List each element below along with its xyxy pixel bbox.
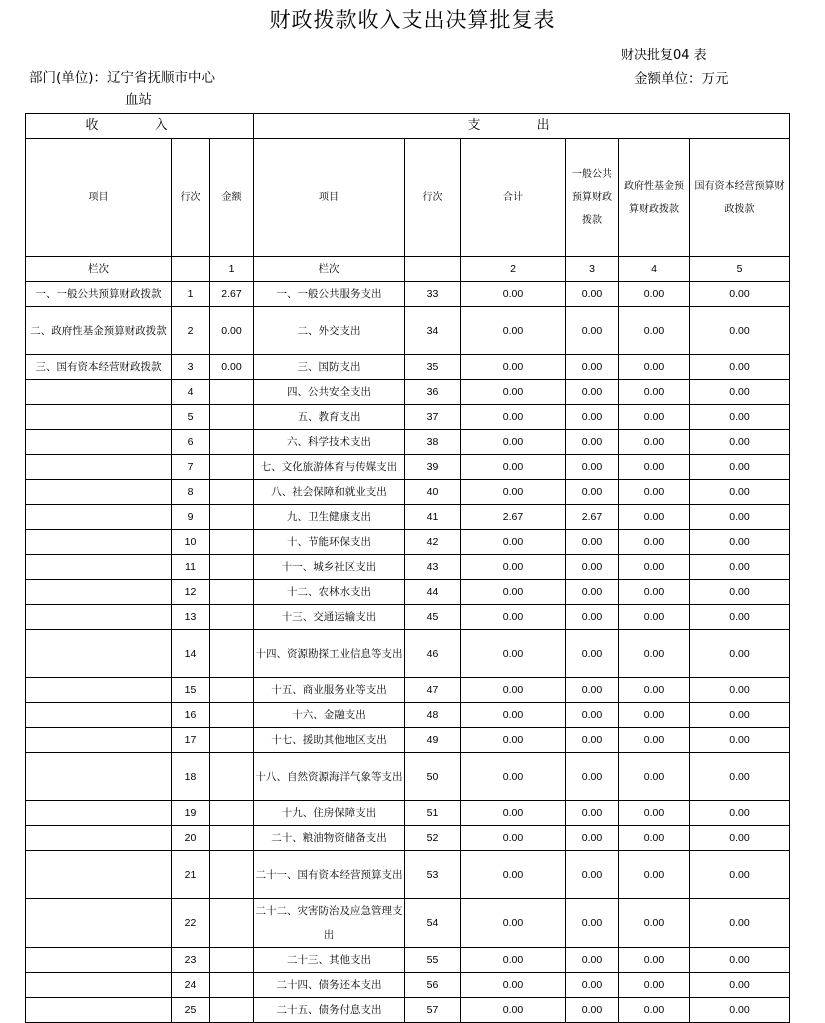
table-row <box>26 801 790 826</box>
income-item-cell: 一、一般公共预算财政拨款 <box>26 282 172 307</box>
income-line-cell: 5 <box>172 405 210 430</box>
income-line-cell: 20 <box>172 826 210 851</box>
total-cell: 0.00 <box>461 430 566 455</box>
table-row <box>26 973 790 998</box>
table-row <box>26 580 790 605</box>
expense-item-cell: 十八、自然资源海洋气象等支出 <box>254 753 405 801</box>
state-capital-cell: 0.00 <box>690 630 790 678</box>
table-row <box>26 826 790 851</box>
expense-item-cell: 三、国防支出 <box>254 355 405 380</box>
table-row <box>26 948 790 973</box>
gov-fund-cell: 0.00 <box>619 851 690 899</box>
income-line-cell: 21 <box>172 851 210 899</box>
state-capital-cell: 0.00 <box>690 998 790 1023</box>
income-amount-cell: 2.67 <box>210 282 254 307</box>
income-amount-cell <box>210 801 254 826</box>
expense-item-cell: 二十一、国有资本经营预算支出 <box>254 851 405 899</box>
expense-item-cell: 二十四、债务还本支出 <box>254 973 405 998</box>
expense-item-cell: 二十、粮油物资储备支出 <box>254 826 405 851</box>
table-row <box>26 728 790 753</box>
expense-line-cell: 54 <box>405 899 461 948</box>
table-row <box>26 505 790 530</box>
table-row <box>26 998 790 1023</box>
document-number: 财决批复04 表 <box>621 48 707 63</box>
expense-line-cell: 49 <box>405 728 461 753</box>
income-line-cell: 22 <box>172 899 210 948</box>
expense-line-cell: 39 <box>405 455 461 480</box>
general-budget-cell: 0.00 <box>566 998 619 1023</box>
budget-table <box>25 113 790 1023</box>
expense-line-cell: 41 <box>405 505 461 530</box>
state-capital-cell: 0.00 <box>690 355 790 380</box>
general-budget-cell: 0.00 <box>566 973 619 998</box>
expense-line-cell: 34 <box>405 307 461 355</box>
expense-section-header: 支 出 <box>254 114 790 139</box>
expense-line-cell: 51 <box>405 801 461 826</box>
col-number-empty-2 <box>405 257 461 282</box>
expense-item-cell: 十三、交通运输支出 <box>254 605 405 630</box>
total-cell: 0.00 <box>461 998 566 1023</box>
amount-unit: 金额单位：万元 <box>634 71 729 87</box>
income-section-header: 收 入 <box>26 114 254 139</box>
income-amount-cell <box>210 851 254 899</box>
gov-fund-cell: 0.00 <box>619 678 690 703</box>
gov-fund-cell: 0.00 <box>619 307 690 355</box>
state-capital-cell: 0.00 <box>690 380 790 405</box>
expense-line-cell: 36 <box>405 380 461 405</box>
income-line-cell: 10 <box>172 530 210 555</box>
state-capital-cell: 0.00 <box>690 580 790 605</box>
gov-fund-cell: 0.00 <box>619 948 690 973</box>
expense-item-cell: 六、科学技术支出 <box>254 430 405 455</box>
income-line-cell: 15 <box>172 678 210 703</box>
income-amount-cell <box>210 455 254 480</box>
department-label <box>29 67 215 111</box>
total-cell: 0.00 <box>461 455 566 480</box>
income-amount-cell <box>210 480 254 505</box>
income-line-cell: 16 <box>172 703 210 728</box>
state-capital-cell: 0.00 <box>690 753 790 801</box>
income-amount-cell <box>210 753 254 801</box>
expense-item-cell: 十、节能环保支出 <box>254 530 405 555</box>
state-capital-cell: 0.00 <box>690 703 790 728</box>
income-line-cell: 18 <box>172 753 210 801</box>
income-amount-cell <box>210 728 254 753</box>
income-item-cell <box>26 405 172 430</box>
income-item-cell <box>26 973 172 998</box>
expense-item-cell: 一、一般公共服务支出 <box>254 282 405 307</box>
income-line-cell: 24 <box>172 973 210 998</box>
total-cell: 0.00 <box>461 380 566 405</box>
gov-fund-cell: 0.00 <box>619 605 690 630</box>
income-item-cell <box>26 480 172 505</box>
gov-fund-cell: 0.00 <box>619 703 690 728</box>
general-budget-cell: 2.67 <box>566 505 619 530</box>
income-line-cell: 9 <box>172 505 210 530</box>
header-income-amount: 金额 <box>210 139 254 257</box>
income-amount-cell: 0.00 <box>210 307 254 355</box>
income-amount-cell <box>210 899 254 948</box>
table-row <box>26 455 790 480</box>
state-capital-cell: 0.00 <box>690 678 790 703</box>
col-number-3: 3 <box>566 257 619 282</box>
total-cell: 0.00 <box>461 728 566 753</box>
expense-item-cell: 五、教育支出 <box>254 405 405 430</box>
total-cell: 0.00 <box>461 678 566 703</box>
state-capital-cell: 0.00 <box>690 480 790 505</box>
general-budget-cell: 0.00 <box>566 899 619 948</box>
column-number-row <box>26 257 790 282</box>
income-line-cell: 8 <box>172 480 210 505</box>
state-capital-cell: 0.00 <box>690 430 790 455</box>
expense-item-cell: 七、文化旅游体育与传媒支出 <box>254 455 405 480</box>
table-row <box>26 703 790 728</box>
income-item-cell: 三、国有资本经营财政拨款 <box>26 355 172 380</box>
general-budget-cell: 0.00 <box>566 430 619 455</box>
table-row <box>26 405 790 430</box>
general-budget-cell: 0.00 <box>566 826 619 851</box>
expense-item-cell: 八、社会保障和就业支出 <box>254 480 405 505</box>
header-general-budget: 一般公共预算财政拨款 <box>566 139 619 257</box>
expense-item-cell: 十一、城乡社区支出 <box>254 555 405 580</box>
gov-fund-cell: 0.00 <box>619 753 690 801</box>
expense-line-cell: 33 <box>405 282 461 307</box>
general-budget-cell: 0.00 <box>566 753 619 801</box>
gov-fund-cell: 0.00 <box>619 728 690 753</box>
table-row <box>26 307 790 355</box>
general-budget-cell: 0.00 <box>566 678 619 703</box>
header-income-line: 行次 <box>172 139 210 257</box>
gov-fund-cell: 0.00 <box>619 455 690 480</box>
income-item-cell: 二、政府性基金预算财政拨款 <box>26 307 172 355</box>
income-item-cell <box>26 605 172 630</box>
income-line-cell: 25 <box>172 998 210 1023</box>
expense-line-cell: 38 <box>405 430 461 455</box>
income-item-cell <box>26 380 172 405</box>
col-label-expense: 栏次 <box>254 257 405 282</box>
income-amount-cell <box>210 948 254 973</box>
income-line-cell: 17 <box>172 728 210 753</box>
income-amount-cell <box>210 998 254 1023</box>
expense-line-cell: 48 <box>405 703 461 728</box>
income-item-cell <box>26 505 172 530</box>
state-capital-cell: 0.00 <box>690 801 790 826</box>
general-budget-cell: 0.00 <box>566 455 619 480</box>
expense-item-cell: 四、公共安全支出 <box>254 380 405 405</box>
table-row <box>26 282 790 307</box>
table-row <box>26 530 790 555</box>
income-item-cell <box>26 580 172 605</box>
expense-line-cell: 53 <box>405 851 461 899</box>
income-line-cell: 7 <box>172 455 210 480</box>
header-expense-line: 行次 <box>405 139 461 257</box>
income-item-cell <box>26 530 172 555</box>
total-cell: 0.00 <box>461 973 566 998</box>
total-cell: 0.00 <box>461 555 566 580</box>
gov-fund-cell: 0.00 <box>619 505 690 530</box>
state-capital-cell: 0.00 <box>690 826 790 851</box>
expense-line-cell: 40 <box>405 480 461 505</box>
total-cell: 0.00 <box>461 580 566 605</box>
general-budget-cell: 0.00 <box>566 851 619 899</box>
gov-fund-cell: 0.00 <box>619 405 690 430</box>
col-number-5: 5 <box>690 257 790 282</box>
income-item-cell <box>26 899 172 948</box>
gov-fund-cell: 0.00 <box>619 530 690 555</box>
gov-fund-cell: 0.00 <box>619 480 690 505</box>
gov-fund-cell: 0.00 <box>619 801 690 826</box>
expense-item-cell: 十二、农林水支出 <box>254 580 405 605</box>
income-amount-cell <box>210 678 254 703</box>
income-line-cell: 11 <box>172 555 210 580</box>
gov-fund-cell: 0.00 <box>619 380 690 405</box>
expense-line-cell: 44 <box>405 580 461 605</box>
expense-line-cell: 57 <box>405 998 461 1023</box>
general-budget-cell: 0.00 <box>566 801 619 826</box>
income-item-cell <box>26 998 172 1023</box>
expense-line-cell: 42 <box>405 530 461 555</box>
state-capital-cell: 0.00 <box>690 555 790 580</box>
income-amount-cell <box>210 630 254 678</box>
income-amount-cell <box>210 973 254 998</box>
expense-item-cell: 二十二、灾害防治及应急管理支出 <box>254 899 405 948</box>
total-cell: 0.00 <box>461 405 566 430</box>
income-line-cell: 2 <box>172 307 210 355</box>
header-income-item: 项目 <box>26 139 172 257</box>
table-row <box>26 555 790 580</box>
income-amount-cell <box>210 380 254 405</box>
income-item-cell <box>26 630 172 678</box>
income-line-cell: 6 <box>172 430 210 455</box>
general-budget-cell: 0.00 <box>566 728 619 753</box>
state-capital-cell: 0.00 <box>690 728 790 753</box>
general-budget-cell: 0.00 <box>566 555 619 580</box>
general-budget-cell: 0.00 <box>566 380 619 405</box>
col-number-2: 2 <box>461 257 566 282</box>
income-line-cell: 14 <box>172 630 210 678</box>
header-gov-fund: 政府性基金预算财政拨款 <box>619 139 690 257</box>
gov-fund-cell: 0.00 <box>619 973 690 998</box>
expense-item-cell: 九、卫生健康支出 <box>254 505 405 530</box>
general-budget-cell: 0.00 <box>566 530 619 555</box>
income-line-cell: 1 <box>172 282 210 307</box>
general-budget-cell: 0.00 <box>566 480 619 505</box>
expense-line-cell: 37 <box>405 405 461 430</box>
gov-fund-cell: 0.00 <box>619 580 690 605</box>
income-amount-cell <box>210 405 254 430</box>
income-line-cell: 4 <box>172 380 210 405</box>
income-item-cell <box>26 826 172 851</box>
expense-line-cell: 47 <box>405 678 461 703</box>
table-row <box>26 899 790 948</box>
department-line-2: 血站 <box>125 92 152 108</box>
income-item-cell <box>26 801 172 826</box>
income-amount-cell <box>210 555 254 580</box>
income-amount-cell <box>210 580 254 605</box>
income-amount-cell <box>210 530 254 555</box>
total-cell: 0.00 <box>461 948 566 973</box>
expense-item-cell: 十六、金融支出 <box>254 703 405 728</box>
state-capital-cell: 0.00 <box>690 455 790 480</box>
header-total: 合计 <box>461 139 566 257</box>
income-amount-cell: 0.00 <box>210 355 254 380</box>
expense-line-cell: 50 <box>405 753 461 801</box>
total-cell: 0.00 <box>461 355 566 380</box>
income-line-cell: 23 <box>172 948 210 973</box>
header-expense-item: 项目 <box>254 139 405 257</box>
col-number-4: 4 <box>619 257 690 282</box>
income-line-cell: 13 <box>172 605 210 630</box>
general-budget-cell: 0.00 <box>566 605 619 630</box>
table-row <box>26 851 790 899</box>
section-header-row <box>26 114 790 139</box>
income-item-cell <box>26 455 172 480</box>
income-item-cell <box>26 678 172 703</box>
state-capital-cell: 0.00 <box>690 948 790 973</box>
income-amount-cell <box>210 430 254 455</box>
total-cell: 0.00 <box>461 826 566 851</box>
expense-item-cell: 十四、资源勘探工业信息等支出 <box>254 630 405 678</box>
expense-item-cell: 十五、商业服务业等支出 <box>254 678 405 703</box>
state-capital-cell: 0.00 <box>690 405 790 430</box>
income-line-cell: 19 <box>172 801 210 826</box>
gov-fund-cell: 0.00 <box>619 826 690 851</box>
table-row <box>26 678 790 703</box>
table-row <box>26 480 790 505</box>
total-cell: 0.00 <box>461 282 566 307</box>
expense-line-cell: 46 <box>405 630 461 678</box>
table-row <box>26 753 790 801</box>
gov-fund-cell: 0.00 <box>619 282 690 307</box>
header-state-capital: 国有资本经营预算财政拨款 <box>690 139 790 257</box>
total-cell: 0.00 <box>461 630 566 678</box>
table-row <box>26 630 790 678</box>
total-cell: 0.00 <box>461 851 566 899</box>
gov-fund-cell: 0.00 <box>619 998 690 1023</box>
expense-line-cell: 43 <box>405 555 461 580</box>
state-capital-cell: 0.00 <box>690 530 790 555</box>
total-cell: 0.00 <box>461 307 566 355</box>
income-amount-cell <box>210 505 254 530</box>
total-cell: 0.00 <box>461 703 566 728</box>
total-cell: 0.00 <box>461 899 566 948</box>
general-budget-cell: 0.00 <box>566 405 619 430</box>
expense-line-cell: 55 <box>405 948 461 973</box>
state-capital-cell: 0.00 <box>690 851 790 899</box>
col-label-income: 栏次 <box>26 257 172 282</box>
income-item-cell <box>26 851 172 899</box>
general-budget-cell: 0.00 <box>566 948 619 973</box>
expense-item-cell: 十七、援助其他地区支出 <box>254 728 405 753</box>
state-capital-cell: 0.00 <box>690 899 790 948</box>
column-header-row <box>26 139 790 257</box>
total-cell: 0.00 <box>461 480 566 505</box>
state-capital-cell: 0.00 <box>690 505 790 530</box>
department-line-1: 部门(单位)：辽宁省抚顺市中心 <box>29 70 216 86</box>
general-budget-cell: 0.00 <box>566 630 619 678</box>
total-cell: 0.00 <box>461 801 566 826</box>
income-item-cell <box>26 703 172 728</box>
income-amount-cell <box>210 605 254 630</box>
income-amount-cell <box>210 826 254 851</box>
income-line-cell: 3 <box>172 355 210 380</box>
gov-fund-cell: 0.00 <box>619 899 690 948</box>
total-cell: 0.00 <box>461 605 566 630</box>
expense-line-cell: 56 <box>405 973 461 998</box>
gov-fund-cell: 0.00 <box>619 630 690 678</box>
income-line-cell: 12 <box>172 580 210 605</box>
gov-fund-cell: 0.00 <box>619 355 690 380</box>
table-row <box>26 380 790 405</box>
expense-item-cell: 十九、住房保障支出 <box>254 801 405 826</box>
expense-item-cell: 二十三、其他支出 <box>254 948 405 973</box>
col-number-1: 1 <box>210 257 254 282</box>
state-capital-cell: 0.00 <box>690 282 790 307</box>
expense-line-cell: 52 <box>405 826 461 851</box>
income-item-cell <box>26 728 172 753</box>
income-amount-cell <box>210 703 254 728</box>
table-row <box>26 605 790 630</box>
general-budget-cell: 0.00 <box>566 282 619 307</box>
general-budget-cell: 0.00 <box>566 355 619 380</box>
total-cell: 0.00 <box>461 753 566 801</box>
page-title: 财政拨款收入支出决算批复表 <box>269 8 556 32</box>
income-item-cell <box>26 753 172 801</box>
total-cell: 0.00 <box>461 530 566 555</box>
general-budget-cell: 0.00 <box>566 703 619 728</box>
general-budget-cell: 0.00 <box>566 307 619 355</box>
expense-line-cell: 35 <box>405 355 461 380</box>
income-item-cell <box>26 555 172 580</box>
expense-item-cell: 二十五、债务付息支出 <box>254 998 405 1023</box>
state-capital-cell: 0.00 <box>690 605 790 630</box>
income-item-cell <box>26 948 172 973</box>
table-row <box>26 355 790 380</box>
expense-item-cell: 二、外交支出 <box>254 307 405 355</box>
expense-line-cell: 45 <box>405 605 461 630</box>
state-capital-cell: 0.00 <box>690 973 790 998</box>
general-budget-cell: 0.00 <box>566 580 619 605</box>
income-item-cell <box>26 430 172 455</box>
gov-fund-cell: 0.00 <box>619 555 690 580</box>
col-number-empty <box>172 257 210 282</box>
total-cell: 2.67 <box>461 505 566 530</box>
table-row <box>26 430 790 455</box>
gov-fund-cell: 0.00 <box>619 430 690 455</box>
state-capital-cell: 0.00 <box>690 307 790 355</box>
